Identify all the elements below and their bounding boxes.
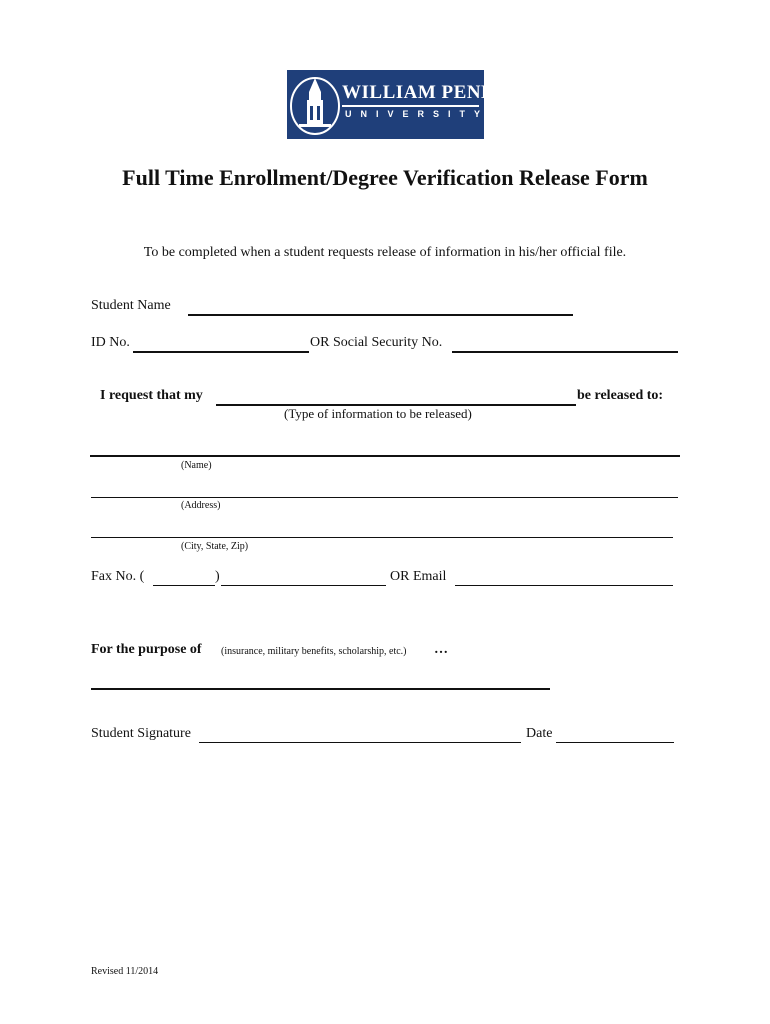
signature-field[interactable] — [199, 742, 521, 743]
student-name-label: Student Name — [91, 298, 171, 313]
university-logo — [287, 70, 496, 139]
student-name-field[interactable] — [188, 314, 573, 316]
email-label: OR Email — [390, 569, 447, 584]
fax-area-code-field[interactable] — [153, 585, 215, 586]
date-field[interactable] — [556, 742, 674, 743]
fax-number-field[interactable] — [221, 585, 386, 586]
logo-divider — [342, 105, 479, 107]
date-label: Date — [526, 726, 553, 741]
id-field[interactable] — [133, 351, 309, 353]
clock-tower-icon — [287, 70, 342, 139]
page-title: Full Time Enrollment/Degree Verification Release Form — [122, 165, 648, 190]
revision-note: Revised 11/2014 — [91, 966, 159, 977]
ssn-field[interactable] — [452, 351, 678, 353]
name-caption: (Name) — [181, 460, 212, 471]
logo-subtitle: UNIVERSITY — [345, 109, 490, 119]
recipient-city-field[interactable] — [91, 537, 673, 538]
information-type-caption: (Type of information to be released) — [284, 406, 472, 421]
fax-label: Fax No. ( — [91, 569, 145, 584]
fax-paren-close: ) — [215, 569, 220, 584]
city-caption: (City, State, Zip) — [181, 541, 249, 552]
request-suffix: be released to: — [577, 388, 664, 403]
email-field[interactable] — [455, 585, 673, 586]
purpose-label: For the purpose of — [91, 642, 202, 657]
request-prefix: I request that my — [100, 388, 203, 403]
logo-name: WILLIAM PENN — [342, 82, 496, 103]
purpose-field[interactable] — [91, 688, 550, 690]
address-caption: (Address) — [181, 500, 221, 511]
purpose-ellipsis: … — [434, 642, 448, 657]
ssn-label: OR Social Security No. — [310, 335, 443, 350]
recipient-address-field[interactable] — [91, 497, 678, 498]
purpose-hint: (insurance, military benefits, scholarship, etc.) — [221, 646, 407, 657]
intro-text: To be completed when a student requests release of information in his/her official file. — [143, 245, 627, 260]
recipient-name-field[interactable] — [90, 455, 680, 457]
signature-label: Student Signature — [91, 726, 191, 741]
id-label: ID No. — [91, 335, 130, 350]
